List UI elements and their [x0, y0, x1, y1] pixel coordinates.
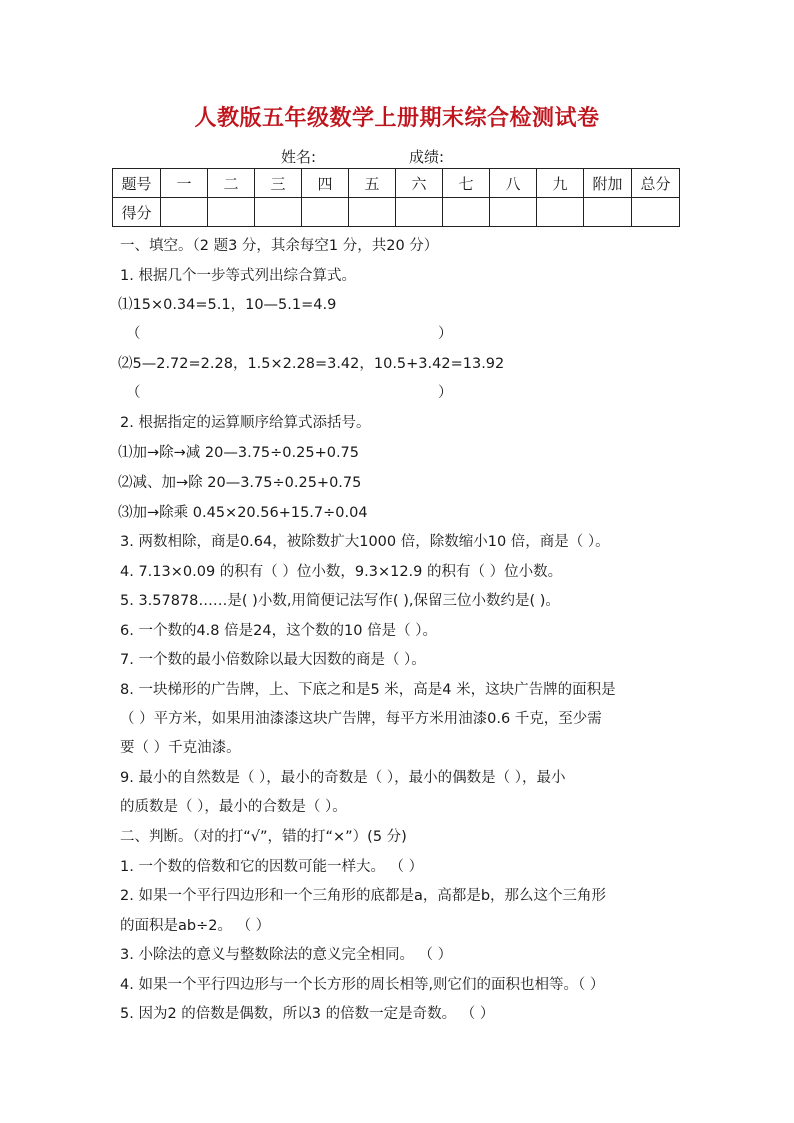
table-cell: 总分: [632, 169, 680, 198]
question-text: ⑴15×0.34=5.1，10—5.1=4.9: [118, 297, 337, 313]
question-text: 4. 如果一个平行四边形与一个长方形的周长相等,则它们的面积也相等。（ ）: [120, 977, 605, 993]
question-text: 6. 一个数的4.8 倍是24，这个数的10 倍是（ ）。: [120, 623, 437, 639]
table-cell: 附加: [584, 169, 632, 198]
table-cell: [443, 198, 490, 227]
answer-paren-close: ）: [438, 326, 453, 342]
table-cell: [208, 198, 255, 227]
question-text: 1. 根据几个一步等式列出综合算式。: [120, 268, 356, 284]
table-cell: 五: [349, 169, 396, 198]
table-cell: 一: [161, 169, 208, 198]
question-text: （ ）平方米，如果用油漆漆这块广告牌，每平方米用油漆0.6 千克，至少需: [120, 711, 602, 727]
section-heading: 一、填空。（2 题3 分，其余每空1 分，共20 分）: [120, 238, 439, 254]
answer-paren-close: ）: [438, 385, 453, 401]
question-text: ⑴加→除→减 20—3.75÷0.25+0.75: [118, 445, 360, 461]
table-cell: [490, 198, 537, 227]
score-row: [113, 198, 680, 227]
table-cell: 题号: [113, 169, 161, 198]
question-text: 3. 两数相除，商是0.64，被除数扩大1000 倍，除数缩小10 倍，商是（ ）。: [120, 534, 610, 550]
table-cell: [396, 198, 443, 227]
question-text: 7. 一个数的最小倍数除以最大因数的商是（ ）。: [120, 652, 426, 668]
table-cell: 三: [255, 169, 302, 198]
table-cell: 得分: [113, 198, 161, 227]
question-text: ⑶加→除乘 0.45×20.56+15.7÷0.04: [118, 505, 368, 521]
exam-title: 人教版五年级数学上册期末综合检测试卷: [194, 106, 600, 131]
question-text: 的质数是（ ），最小的合数是（ ）。: [120, 799, 347, 815]
question-text: ⑵减、加→除 20—3.75÷0.25+0.75: [118, 475, 362, 491]
question-text: 5. 3.57878……是( )小数,用简便记法写作( ),保留三位小数约是( )。: [120, 593, 560, 609]
question-text: 2. 如果一个平行四边形和一个三角形的底都是a，高都是b，那么这个三角形: [120, 888, 607, 904]
question-text: 要（ ）千克油漆。: [120, 740, 241, 756]
table-cell: [537, 198, 584, 227]
question-number-row: [113, 169, 680, 198]
table-cell: 六: [396, 169, 443, 198]
question-text: 的面积是ab÷2。 （ ）: [120, 918, 271, 934]
table-cell: 七: [443, 169, 490, 198]
name-label: 姓名:: [281, 148, 317, 166]
table-cell: [584, 198, 632, 227]
table-cell: [255, 198, 302, 227]
question-text: 3. 小除法的意义与整数除法的意义完全相同。 （ ）: [120, 947, 453, 963]
table-cell: [632, 198, 680, 227]
question-text: 8. 一块梯形的广告牌，上、下底之和是5 米，高是4 米，这块广告牌的面积是: [120, 682, 616, 698]
answer-paren-open: （: [126, 385, 141, 401]
table-cell: 二: [208, 169, 255, 198]
table-cell: [302, 198, 349, 227]
question-text: 1. 一个数的倍数和它的因数可能一样大。 （ ）: [120, 859, 424, 875]
score-table: [112, 168, 680, 227]
table-cell: 八: [490, 169, 537, 198]
question-text: 4. 7.13×0.09 的积有（ ）位小数，9.3×12.9 的积有（ ）位小数。: [120, 564, 563, 580]
section-heading: 二、判断。（对的打“√”，错的打“×”）(5 分): [120, 829, 407, 845]
question-text: 9. 最小的自然数是（ ），最小的奇数是（ ），最小的偶数是（ ），最小: [120, 770, 566, 786]
table-cell: [161, 198, 208, 227]
table-cell: 四: [302, 169, 349, 198]
answer-paren-open: （: [126, 326, 141, 342]
table-cell: [349, 198, 396, 227]
table-cell: 九: [537, 169, 584, 198]
question-text: 5. 因为2 的倍数是偶数，所以3 的倍数一定是奇数。 （ ）: [120, 1006, 495, 1022]
question-text: ⑵5—2.72=2.28，1.5×2.28=3.42，10.5+3.42=13.92: [118, 356, 505, 372]
score-label: 成绩:: [409, 148, 445, 166]
question-text: 2. 根据指定的运算顺序给算式添括号。: [120, 415, 371, 431]
